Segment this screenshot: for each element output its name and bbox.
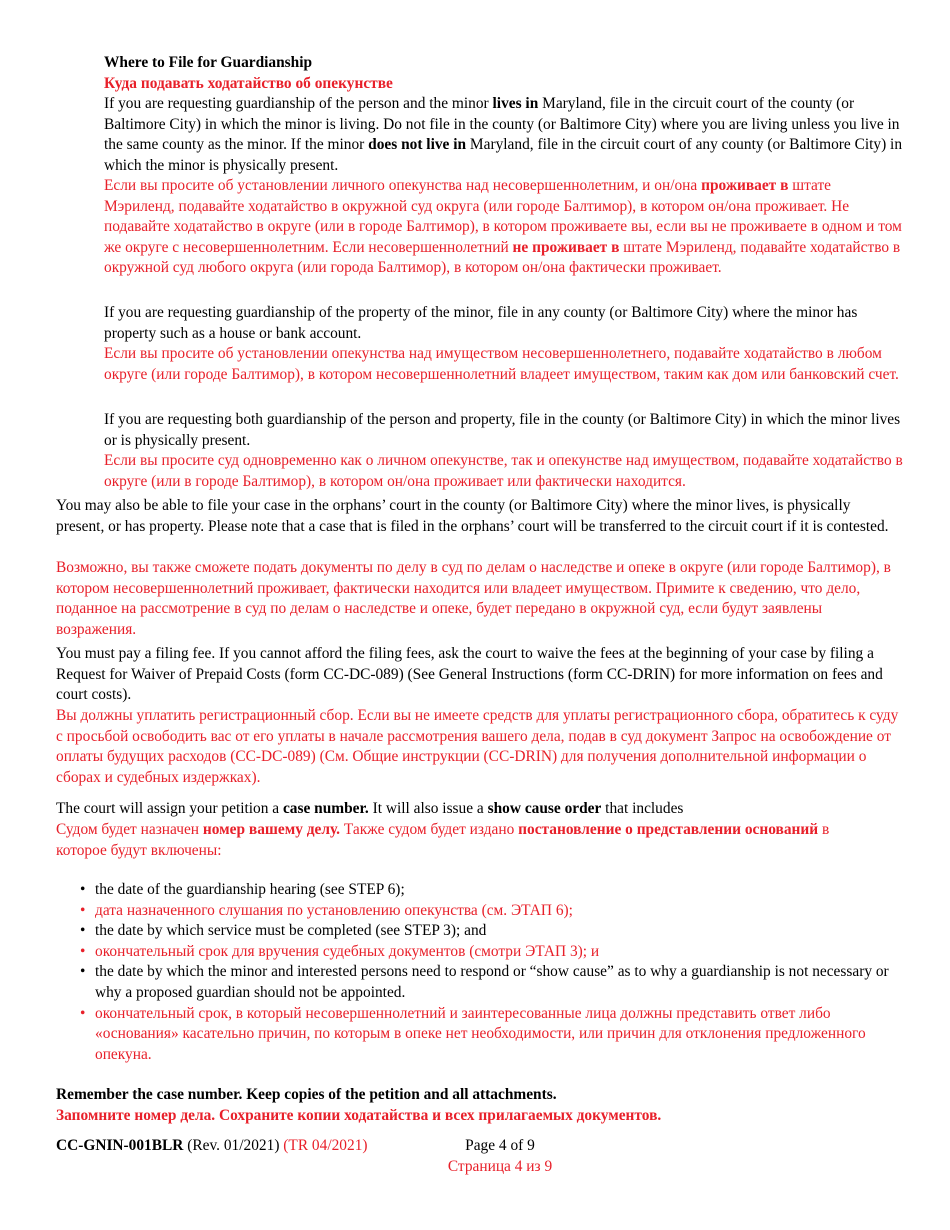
bullet-list [80,880,900,1065]
list-item-text: the date by which service must be completed (see STEP 3); and [95,922,487,940]
p3-ru: Если вы просите суд одновременно как о личном опекунстве, так и опекунстве над имуществом, подавайте ходатайство в округе (или в городе Балтимор), в котором он/она проживает или фактически находится. [104,452,903,490]
heading-en: Where to File for Guardianship [104,54,313,71]
case-number-ru-bold-2: постановление о представлении оснований [518,821,819,838]
p1-ru-bold-2: не проживает в [512,238,620,256]
bullet-icon: • [80,963,86,981]
list-item [80,962,900,1003]
remember-note [56,1085,902,1126]
page-number [440,1136,560,1177]
list-item-text: дата назначенного слушания по установлению опекунства (см. ЭТАП 6); [95,901,573,919]
p1-en [104,94,904,176]
case-number-en [56,799,902,820]
bullet-icon: • [80,881,86,898]
p1-en-text: If you are requesting guardianship of the person and the minor [104,95,493,112]
p1-ru [104,176,904,279]
list-item [80,901,900,922]
form-translation-rev: (TR 04/2021) [283,1137,368,1154]
list-item [80,880,900,901]
p1-ru-text: штате Мэриленд, подавайте ходатайство в окружной суд любого округа (или города Балтимор), в котором он/она фактически проживает. [104,238,901,277]
case-number-ru-text: Также судом будет издано [340,821,519,838]
list-item [80,1004,900,1066]
case-number-ru-text: Судом будет назначен [56,821,203,838]
case-number-en-text: The court will assign your petition a [56,800,283,817]
form-revision [56,1136,368,1157]
case-number-en-bold-2: show cause order [487,800,602,817]
list-item-text: окончательный срок, в который несовершеннолетний и заинтересованные лица должны представить ответ либо «основания» касательно причин, по которым в опеке нет необходимости, или причин для отклонения предложенного опекуна. [95,1004,866,1063]
case-number-en-text: that includes [601,800,684,817]
bullet-icon: • [80,942,86,960]
p1-en-text: Maryland, file in the circuit court of the county (or Baltimore City) in which the minor is living. Do not file in the county (or Baltimore City) where you are living unless you live in the same county as the minor. If the minor [104,95,900,154]
p1-en-text: Maryland, file in the circuit court of any county (or Baltimore City) in which the minor is physically present. [104,136,903,174]
bullet-icon: • [80,922,86,940]
filing-fee-en: You must pay a filing fee. If you cannot afford the filing fees, ask the court to waive the fees at the beginning of your case by filing a Request for Waiver of Prepaid Costs (form CC-DC-089) (See General Instructions (form CC-DRIN) for more information on fees and court costs). [56,645,883,704]
list-item-text: окончательный срок для вручения судебных документов (смотри ЭТАП 3); и [95,942,600,960]
p3-en: If you are requesting both guardianship of the person and property, file in the county (or Baltimore City) in which the minor lives or is physically present. [104,411,901,449]
case-number-ru-text: в которое будут включены: [56,821,830,859]
list-item-text: the date of the guardianship hearing (see STEP 6); [95,881,405,898]
orphans-court-en: You may also be able to file your case in the orphans’ court in the county (or Baltimore City) where the minor lives, is physically present, or has property. Please note that a case that is filed in the orphans’ court will be transferred to the circuit court if it is contested. [56,497,889,535]
list-item-text: the date by which the minor and interested persons need to respond or “show cause” as to why a guardianship is not necessary or why a proposed guardian should not be appointed. [95,963,889,1001]
p2-ru: Если вы просите об установлении опекунства над имуществом несовершеннолетнего, подавайте ходатайство в любом округе (или городе Балтимор), в котором несовершеннолетний владеет имуществом, таким как дом или банковский счет. [104,345,899,383]
page-number-en: Page 4 of 9 [465,1137,535,1154]
orphans-court-ru: Возможно, вы также сможете подать документы по делу в суд по делам о наследстве и опеке в округе (или городе Балтимор), в котором несовершеннолетний проживает, фактически находится или владеет имуществом. Примите к сведению, что дело, поданное на рассмотрение в суд по делам о наследстве и опеке, будет передано в окружной суд, если будут заявлены возражения. [56,559,891,638]
case-number-en-bold-1: case number. [282,800,369,817]
p1-ru-text: Если вы просите об установлении личного опекунства над несовершеннолетним, и он/она [104,177,702,194]
case-number-ru-bold-1: номер вашему делу. [202,821,340,838]
case-number-ru [56,820,836,861]
p2-en: If you are requesting guardianship of the property of the minor, file in any county (or Baltimore City) where the minor has property such as a house or bank account. [104,304,858,342]
remember-en: Remember the case number. Keep copies of the petition and all attachments. [56,1086,557,1103]
filing-fee-ru: Вы должны уплатить регистрационный сбор. Если вы не имеете средств для уплаты регистрационного сбора, обратитесь к суду с просьбой освободить вас от его уплаты в начале рассмотрения вашего дела, подав в суд документ Запрос на освобождение от оплаты будущих расходов (CC-DC-089) (См. Общие инструкции (CC-DRIN) для получения дополнительной информации о сборах и судебных издержках). [56,707,899,786]
p1-en-bold-2: does not live in [368,136,467,154]
p1-en-bold-1: lives in [492,95,539,112]
bullet-icon: • [80,1004,86,1022]
list-item [80,942,900,963]
form-id: CC-GNIN-001BLR [56,1137,184,1154]
case-number-en-text: It will also issue a [368,800,488,817]
p1-ru-text: штате Мэриленд, подавайте ходатайство в окружной суд округа (или городе Балтимор), в котором он/она проживает. Не подавайте ходатайство в округе (или в городе Балтимор), в котором проживаете вы, если вы не проживаете в одном и том же округе с несовершеннолетним. Если несовершеннолетний [104,177,902,256]
list-item [80,921,900,942]
page-number-ru: Страница 4 из 9 [447,1157,553,1175]
remember-ru: Запомните номер дела. Сохраните копии ходатайства и всех прилагаемых документов. [56,1106,662,1124]
form-rev: (Rev. 01/2021) [183,1137,284,1154]
section-heading [104,53,904,94]
p1-ru-bold-1: проживает в [701,177,789,194]
bullet-icon: • [80,901,86,919]
heading-ru: Куда подавать ходатайство об опекунстве [104,74,393,92]
